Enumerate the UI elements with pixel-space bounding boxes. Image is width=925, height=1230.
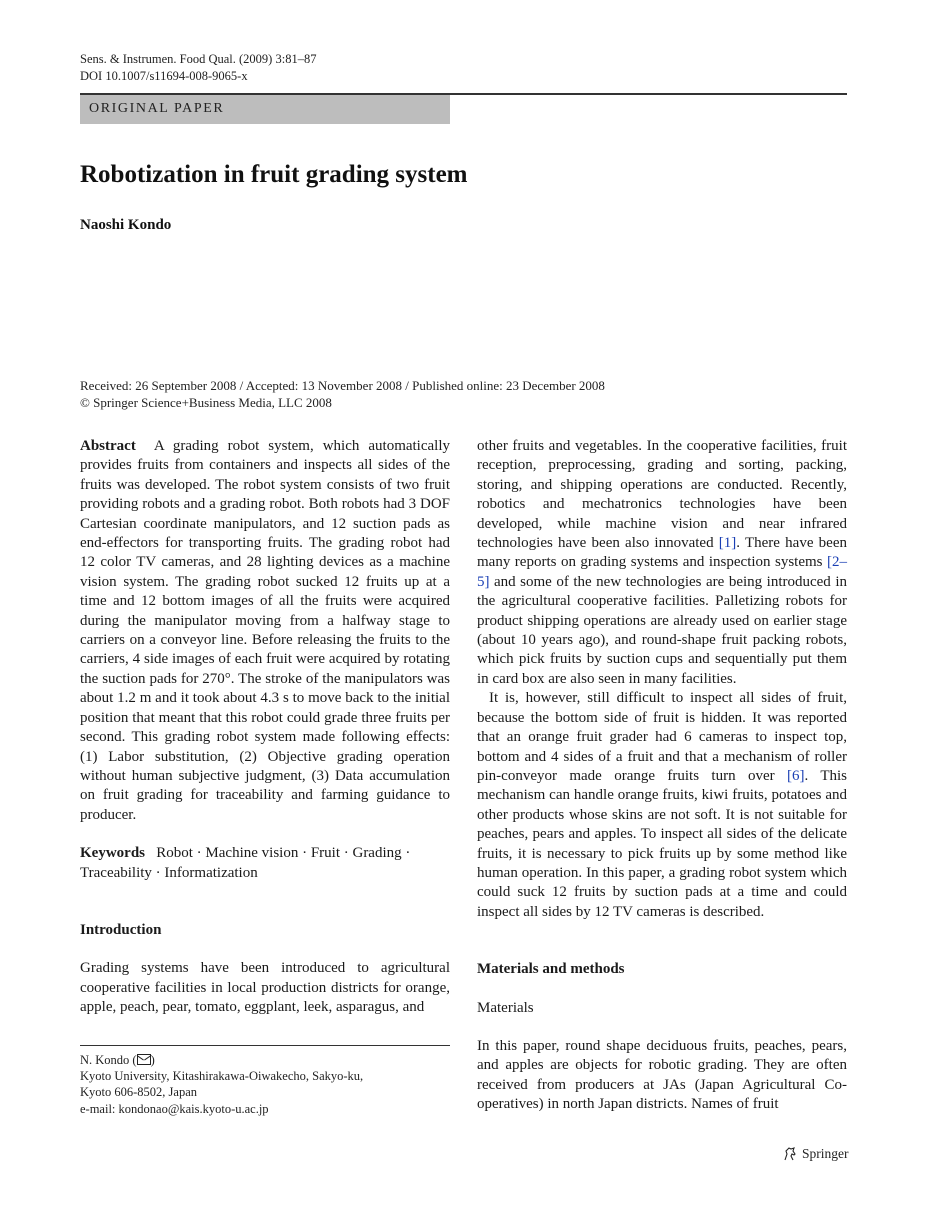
materials-paragraph: In this paper, round shape deciduous fruits, peaches, pears, and apples are objects for robotic grading. They are often received from producers at JAs (Japan Agricultural Co-operatives) in north Japan districts. Names of fruit — [477, 1037, 847, 1113]
left-column — [80, 437, 450, 1018]
materials-methods-heading: Materials and methods — [477, 961, 625, 978]
intro-text-c: and some of the new technologies are being introduced in the agricultural cooperative facilities. Palletizing robots for product shipping operations are already used on earlier stage (about 10 years ago), and round-shape fruit packing robots, which pick fruits by suction cups and sequentially put them in card box are also seen in many facilities. — [477, 573, 847, 687]
intro-paragraph-start: Grading systems have been introduced to agricultural cooperative facilities in local production districts for orange, apple, peach, pear, tomato, eggplant, leek, asparagus, and — [80, 960, 450, 1016]
citation-link[interactable]: [6] — [786, 767, 805, 784]
author-footnote — [80, 1052, 363, 1117]
affiliation-line-1: Kyoto University, Kitashirakawa-Oiwakecho, Sakyo-ku, — [80, 1069, 364, 1084]
materials-subheading: Materials — [477, 999, 534, 1016]
envelope-icon — [137, 1054, 151, 1065]
intro-text-a: other fruits and vegetables. In the cooperative facilities, fruit reception, preprocessing, grading and sorting, packing, storing, and shipping operations are conducted. Recently, robotics and mechatronics technologies have been developed, while machine vision and near infrared technologies have been also innovated — [477, 438, 847, 552]
keywords — [80, 844, 450, 883]
keywords-text: Robot · Machine vision · Fruit · Grading · Traceability · Informatization — [80, 845, 411, 881]
email-line[interactable]: e-mail: kondonao@kais.kyoto-u.ac.jp — [80, 1101, 269, 1116]
dates-line: Received: 26 September 2008 / Accepted: 13 November 2008 / Published online: 23 December 2008 — [80, 378, 605, 393]
introduction-heading: Introduction — [80, 921, 162, 938]
publisher-name: Springer — [802, 1146, 849, 1161]
right-column — [477, 437, 847, 1115]
correspondence-name: N. Kondo ( — [80, 1053, 137, 1067]
paper-title: Robotization in fruit grading system — [80, 161, 468, 188]
abstract-label: Abstract — [80, 438, 136, 454]
intro-paragraph-continued — [477, 437, 847, 689]
intro-text-b: . There have been many reports on grading systems and inspection systems — [477, 535, 847, 571]
intro-p2-text-b: . This mechanism can handle orange fruits, kiwi fruits, potatoes and other products whose skins are not soft. It is not suitable for peaches, pears and apples. To inspect all sides of the delicate fruits, it is necessary to pick fruits up by some method like human operation. In this paper, a grading robot system which could suck 12 fruits by suction pads at a time and could inspect all sides by 12 TV cameras is described. — [477, 767, 848, 920]
journal-line: Sens. & Instrumen. Food Qual. (2009) 3:81–87 — [80, 52, 317, 66]
abstract-text: A grading robot system, which automatically provides fruits from containers and inspects all sides of the fruits was developed. The robot system consists of two fruit providing robots and a grading robot. Both robots had 3 DOF Cartesian coordinate manipulators, and 12 suction pads as end-effectors for transporting fruits. The grading robot had 12 color TV cameras, and 28 lighting devices as a machine vision system. The grading robot sucked 12 fruits up at a time and 12 bottom images of all the fruits were acquired during the manipulator moving from a halfway stage to carriers on a conveyor line. Before releasing the fruits to the carriers, 4 side images of each fruit were acquired by rotating the suction pads for 270°. The stroke of the manipulators was about 1.2 m and it took about 4.3 s to move back to the initial position that meant that this robot could grade three fruits per second. This grading robot system made following effects: (1) Labor substitution, (2) Objective grading operation without human subjective judgment, (3) Data accumulation on fruit grading for traceability and farming guidance to producer. — [80, 438, 451, 823]
springer-horse-icon — [782, 1146, 798, 1162]
journal-citation — [80, 51, 316, 85]
correspondence-line — [80, 1052, 363, 1068]
abstract — [80, 437, 450, 825]
affiliation-line-2: Kyoto 606-8502, Japan — [80, 1085, 197, 1100]
article-type-label: ORIGINAL PAPER — [89, 101, 225, 116]
intro-paragraph-2 — [477, 689, 847, 922]
publisher-footer — [782, 1146, 849, 1162]
intro-p2-text-a: It is, however, still difficult to inspect all sides of fruit, because the bottom side of fruit is hidden. It was reported that an orange fruit grader had 6 cameras to inspect top, bottom and 4 sides of a fruit and that a mechanism of roller pin-conveyor made orange fruits turn over — [477, 690, 847, 784]
correspondence-name-end: ) — [150, 1053, 155, 1067]
keywords-label: Keywords — [80, 845, 145, 862]
footnote-rule — [80, 1045, 450, 1046]
copyright-line: © Springer Science+Business Media, LLC 2008 — [80, 394, 332, 410]
citation-link[interactable]: [2–5] — [477, 554, 847, 590]
doi-line: DOI 10.1007/s11694-008-9065-x — [80, 69, 248, 83]
citation-link[interactable]: [1] — [718, 535, 737, 552]
article-type-badge — [80, 95, 450, 124]
publication-dates — [80, 378, 605, 411]
author-name: Naoshi Kondo — [80, 217, 172, 233]
